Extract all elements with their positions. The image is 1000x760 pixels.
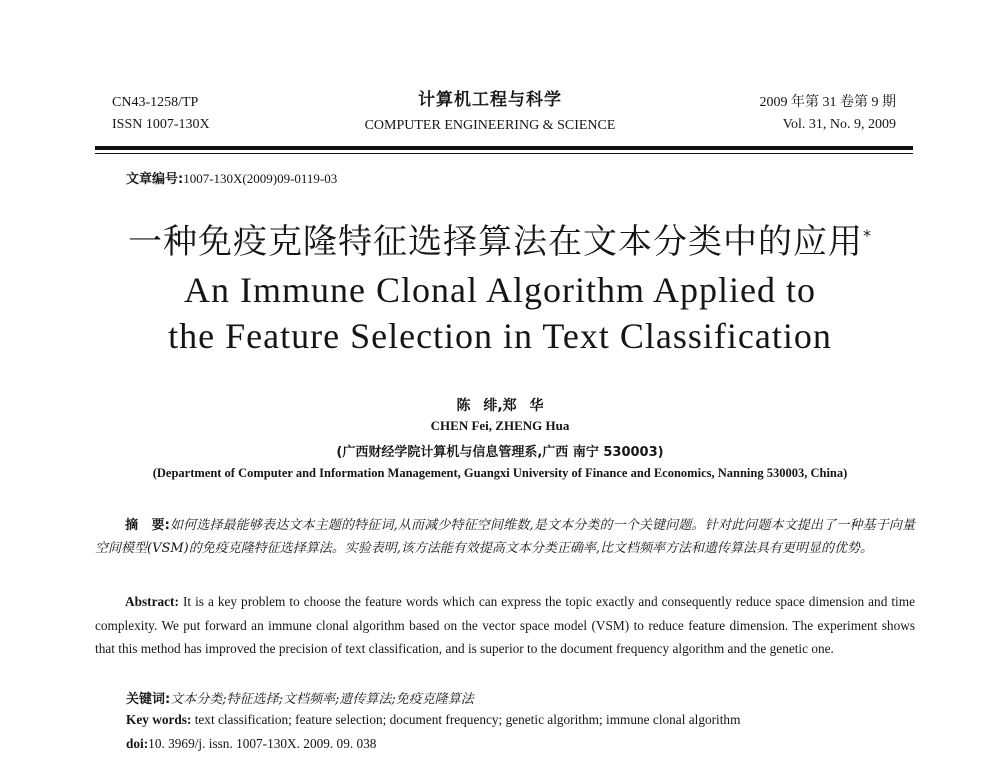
affiliation-cn: (广西财经学院计算机与信息管理系,广西 南宁 530003) — [336, 445, 664, 460]
journal-title-cn: 计算机工程与科学 — [418, 90, 562, 110]
title-en-line1: An Immune Clonal Algorithm Applied to — [184, 270, 816, 310]
keywords-cn-label: 关键词: — [126, 692, 171, 707]
issue-cn: 2009 年第 31 卷第 9 期 — [759, 95, 896, 110]
keywords-cn — [126, 688, 474, 707]
doi-label: doi: — [126, 736, 149, 751]
title-cn-text: 一种免疫克隆特征选择算法在文本分类中的应用 — [128, 222, 863, 262]
keywords-cn-text: 文本分类;特征选择;文档频率;遗传算法;免疫克隆算法 — [170, 692, 474, 707]
header-center — [300, 88, 680, 137]
authors-cn: 陈 绯,郑 华 — [456, 398, 544, 414]
article-number-label: 文章编号: — [126, 172, 184, 187]
abstract-cn-label: 摘 要: — [125, 518, 170, 533]
journal-title-en: COMPUTER ENGINEERING & SCIENCE — [364, 118, 616, 133]
article-number-value: 1007-130X(2009)09-0119-03 — [183, 171, 338, 186]
keywords-en-text: text classification; feature selection; document frequency; genetic algorithm; immune clonal algorithm — [194, 712, 741, 727]
doi-value: 10. 3969/j. issn. 1007-130X. 2009. 09. 038 — [148, 736, 377, 751]
abstract-cn-text: 如何选择最能够表达文本主题的特征词,从而减少特征空间维数,是文本分类的一个关键问题。针对此问题本文提出了一种基于向量空间模型(VSM)的免疫克隆特征选择算法。实验表明,该方法能有效提高文本分类正确率,比文档频率方法和遗传算法具有更明显的优势。 — [95, 518, 916, 556]
keywords-en-label: Key words: — [126, 712, 192, 727]
article-number — [126, 168, 337, 187]
cn-number: CN43-1258/TP — [112, 95, 199, 110]
header-left — [112, 92, 210, 136]
header-rule-thick — [95, 146, 913, 150]
title-cn — [0, 220, 1000, 264]
abstract-en — [95, 590, 915, 661]
authors-en: CHEN Fei, ZHENG Hua — [430, 418, 570, 433]
abstract-cn — [95, 514, 915, 560]
issn: ISSN 1007-130X — [112, 117, 210, 132]
issue-en: Vol. 31, No. 9, 2009 — [782, 117, 896, 132]
affiliation-en: (Department of Computer and Information Management, Guangxi University of Finance and Economics, Nanning 530003, China) — [152, 466, 848, 480]
header-rule-thin — [95, 153, 913, 154]
keywords-en — [126, 712, 740, 728]
abstract-en-text: It is a key problem to choose the feature words which can express the topic exactly and consequently reduce space dimension and time complexity. We put forward an immune clonal algorithm based on the vector space model (VSM) to reduce feature dimension. The experiment shows that this method has improved the precision of text classification, and is superior to the document frequency algorithm and the genetic one. — [95, 594, 915, 656]
header-right — [760, 92, 897, 136]
abstract-en-label: Abstract: — [125, 594, 179, 609]
title-footnote-mark: * — [863, 226, 872, 245]
doi — [126, 736, 376, 752]
title-en-line2: the Feature Selection in Text Classification — [168, 316, 832, 356]
